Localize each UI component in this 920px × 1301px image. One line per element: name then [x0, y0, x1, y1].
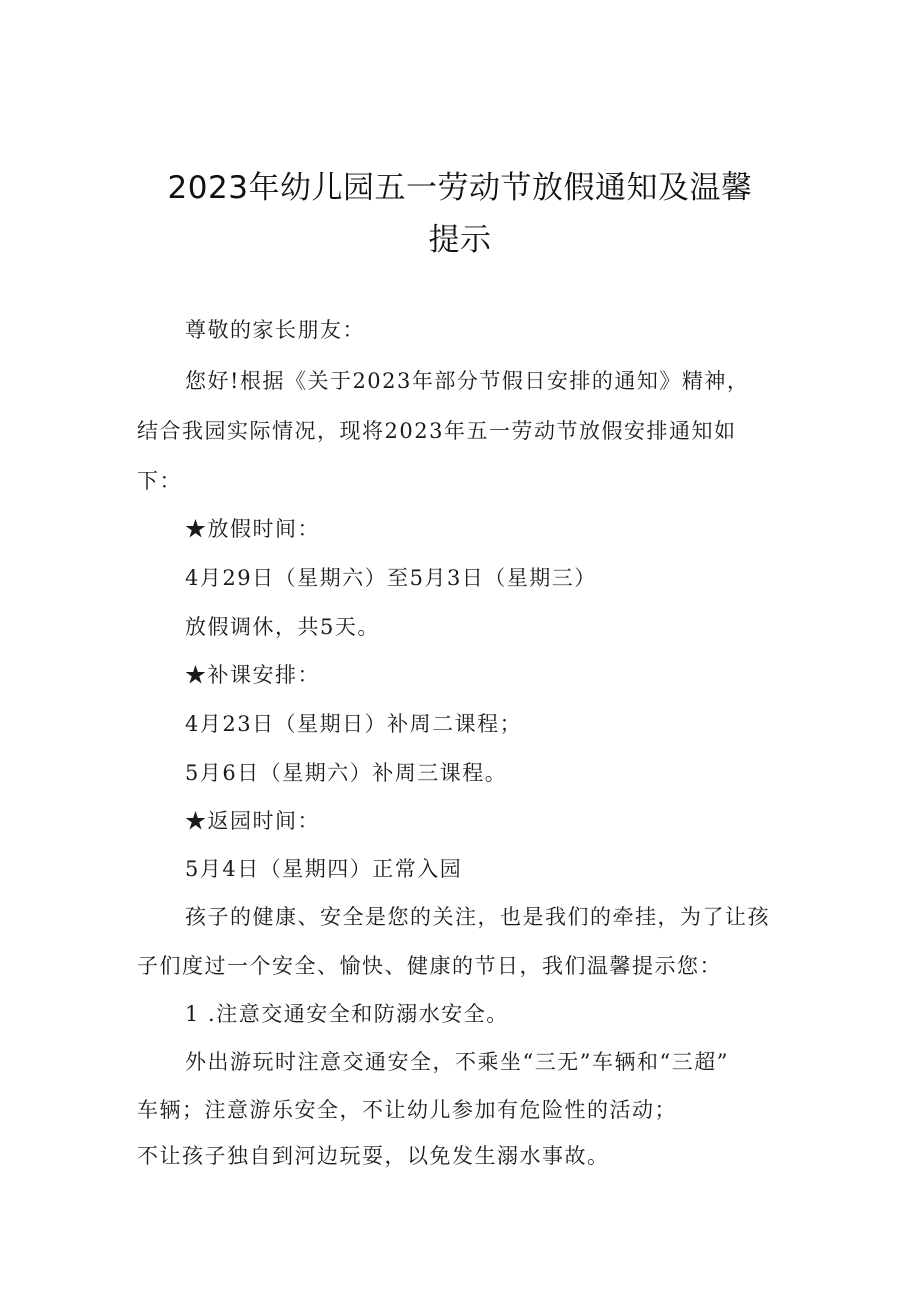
makeup-item-1: 4月23日（星期日）补周二课程； [185, 712, 523, 736]
return-heading: ★返园时间： [185, 809, 320, 833]
reminder-line-2: 子们度过一个安全、愉快、健康的节日，我们温馨提示您： [137, 954, 722, 978]
holiday-note: 放假调休，共5天。 [185, 615, 380, 639]
intro-line-1: 您好!根据《关于2023年部分节假日安排的通知》精神， [185, 369, 750, 393]
document-title-line-2: 提示 [428, 222, 492, 258]
tip-1-line-2: 车辆；注意游乐安全，不让幼儿参加有危险性的活动； [137, 1098, 677, 1122]
tip-1-heading: 1 .注意交通安全和防溺水安全。 [185, 1002, 509, 1026]
salutation: 尊敬的家长朋友： [185, 318, 365, 342]
holiday-dates: 4月29日（星期六）至5月3日（星期三） [185, 566, 597, 590]
makeup-item-2: 5月6日（星期六）补周三课程。 [185, 761, 508, 785]
tip-1-line-3: 不让孩子独自到河边玩耍，以免发生溺水事故。 [137, 1144, 610, 1168]
holiday-heading: ★放假时间： [185, 517, 320, 541]
tip-1-line-1: 外出游玩时注意交通安全，不乘坐“三无”车辆和“三超” [185, 1050, 729, 1074]
makeup-heading: ★补课安排： [185, 663, 320, 687]
reminder-line-1: 孩子的健康、安全是您的关注，也是我们的牵挂，为了让孩 [185, 905, 770, 929]
intro-line-2: 结合我园实际情况，现将2023年五一劳动节放假安排通知如 [137, 419, 737, 443]
intro-line-3: 下： [137, 469, 182, 493]
return-date: 5月4日（星期四）正常入园 [185, 857, 463, 881]
document-title-line-1: 2023年幼儿园五一劳动节放假通知及温馨 [167, 170, 753, 206]
